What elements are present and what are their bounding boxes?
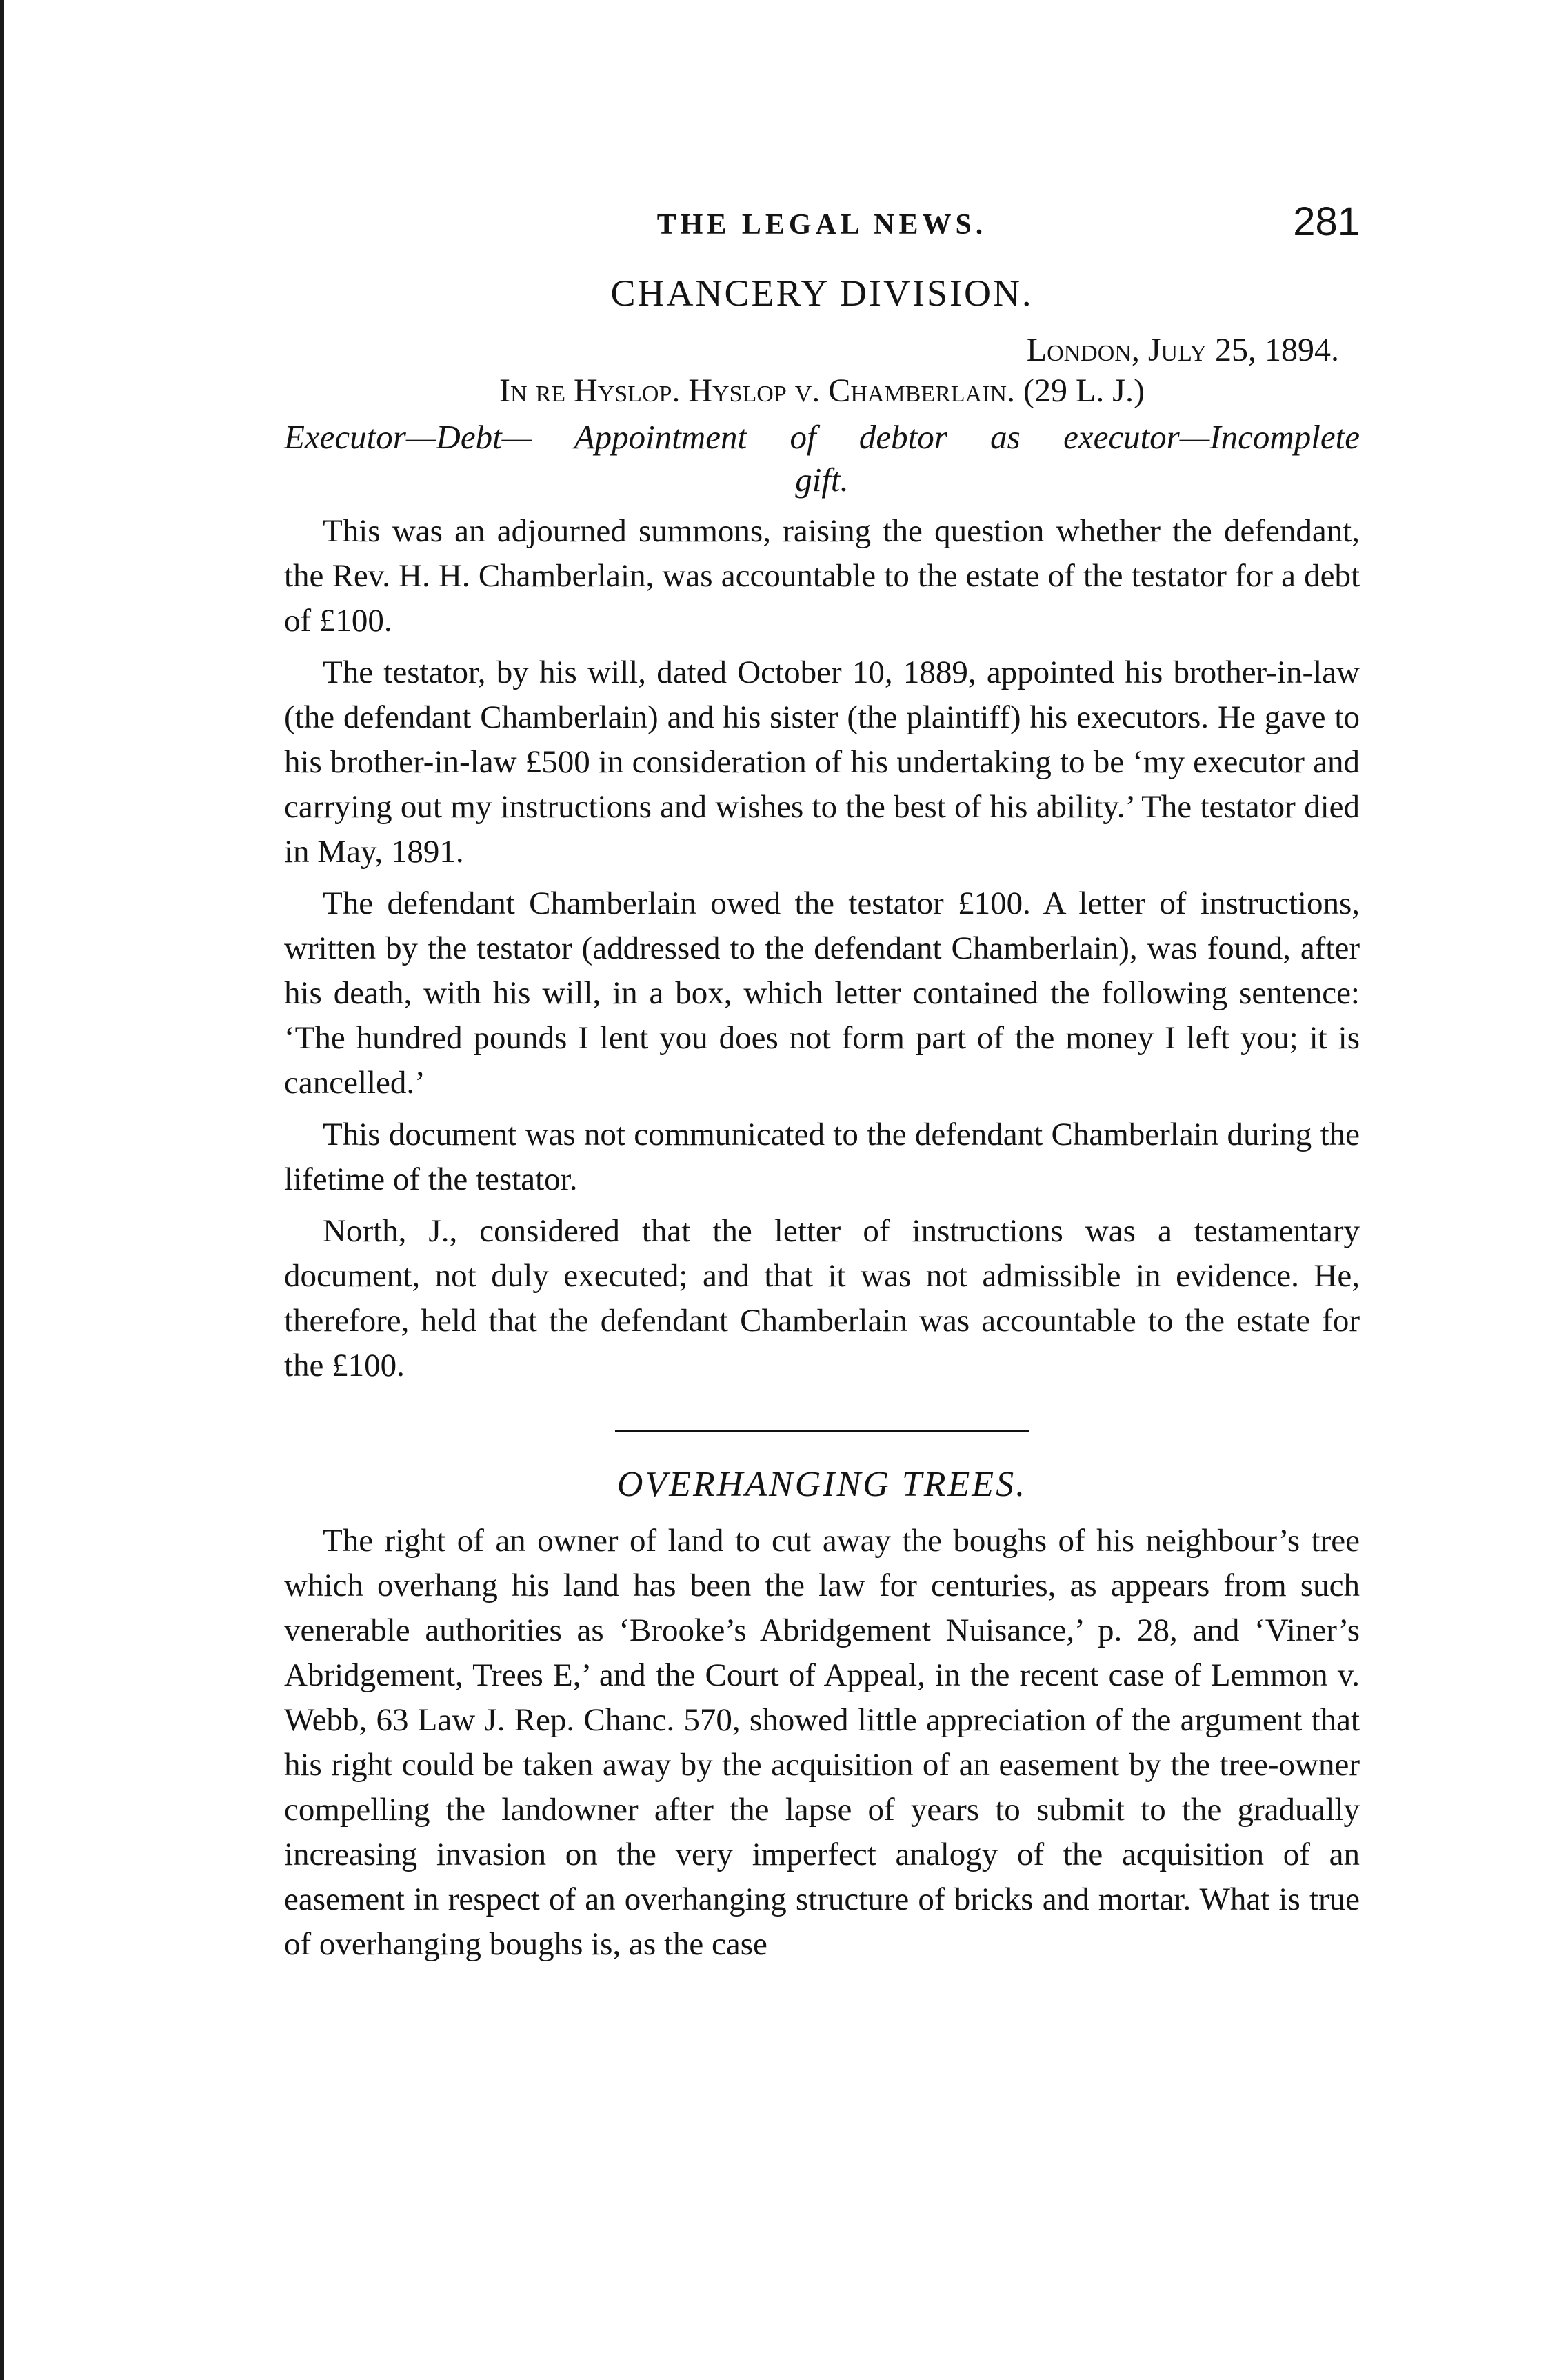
case-paragraph: This was an adjourned summons, raising the question whether the defendant, the Rev. H. H. Chamberlain, was accountable to the estate of the testator for a debt of £100. xyxy=(284,512,1360,639)
case-paragraph: The defendant Chamberlain owed the testator £100. A letter of instructions, written by the testator (addressed to the defendant Chamberlain), was found, after his death, with his will, in a box, which letter contained the following sentence: ‘The hundred pounds I lent you does not form part of the money I left you; it is cancelled.’ xyxy=(284,885,1360,1101)
case-headnote-continuation: gift. xyxy=(795,460,849,499)
journal-title: THE LEGAL NEWS. xyxy=(656,209,987,241)
article-body xyxy=(284,1519,1360,1967)
case-paragraph: North, J., considered that the letter of instructions was a testamentary document, not duly executed; and that it was not admissible in evidence. He, therefore, held that the defendant Chamberlain was accountable to the estate for the £100. xyxy=(284,1212,1360,1383)
case-headnote: Executor—Debt— Appointment of debtor as executor—Incomplete xyxy=(284,418,1360,456)
case-paragraph: This document was not communicated to the defendant Chamberlain during the lifetime of the testator. xyxy=(284,1116,1360,1197)
case-name: In re Hyslop. Hyslop v. Chamberlain. (29 L. J.) xyxy=(499,372,1145,409)
case-paragraph: The testator, by his will, dated October 10, 1889, appointed his brother-in-law (the defendant Chamberlain) and his sister (the plaintiff) his executors. He gave to his brother-in-law £500 in consideration of his undertaking to be ‘my executor and carrying out my instructions and wishes to the best of his ability.’ The testator died in May, 1891. xyxy=(284,654,1360,870)
article-title: OVERHANGING TREES. xyxy=(616,1464,1027,1504)
case-report-body xyxy=(284,509,1360,1388)
text-column xyxy=(284,193,1360,1967)
page-edge-shadow xyxy=(0,0,4,2380)
page-number: 281 xyxy=(1293,199,1360,244)
section-divider-rule xyxy=(615,1430,1029,1432)
case-dateline: London, July 25, 1894. xyxy=(1026,332,1339,368)
running-head xyxy=(284,193,1360,251)
section-title: CHANCERY DIVISION. xyxy=(610,272,1034,314)
article-paragraph: The right of an owner of land to cut away the boughs of his neighbour’s tree which overhang his land has been the law for centuries, as appears from such venerable authorities as ‘Brooke’s Abridgement Nuisance,’ p. 28, and ‘Viner’s Abridgement, Trees E,’ and the Court of Appeal, in the recent case of Lemmon v. Webb, 63 Law J. Rep. Chanc. 570, showed little appreciation of the argument that his right could be taken away by the acquisition of an easement by the tree-owner compelling the landowner after the lapse of years to submit to the gradually increasing invasion on the very imperfect analogy of the acquisition of an easement in respect of an overhanging structure of bricks and mortar. What is true of overhanging boughs is, as the case xyxy=(284,1522,1360,1962)
